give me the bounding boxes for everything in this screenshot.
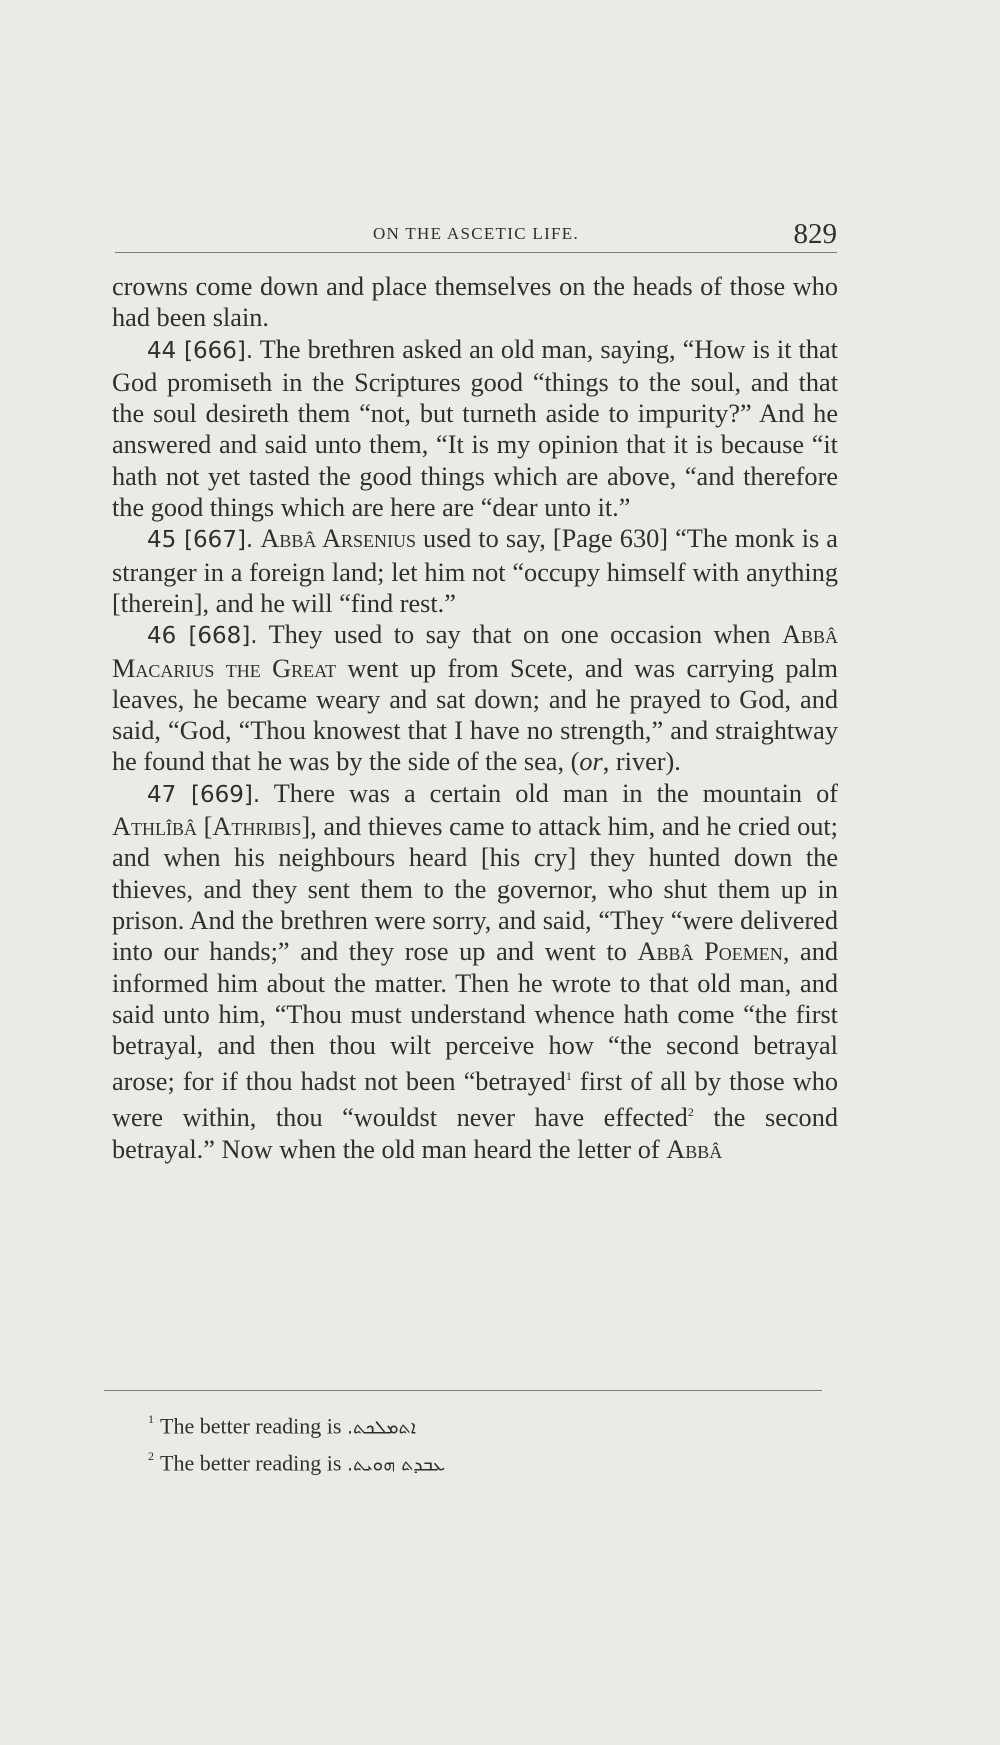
person-name: Abbâ Macarius the Great — [112, 620, 838, 683]
syriac-word: ܐܬܡܠܟܬ. — [346, 1416, 417, 1439]
paragraph-44 — [112, 334, 838, 524]
footnote-mark: 2 — [148, 1449, 154, 1464]
body-text — [112, 271, 838, 1165]
footnote-2 — [148, 1443, 708, 1480]
footnote-1 — [148, 1406, 708, 1443]
saying-number: 46 [668]. — [147, 623, 258, 650]
paragraph-text: , and thieves came to attack him, and he cried out; and when his neighbours heard [his cry] they hunted down the thieves, and they sent them to the governor, who shut them up in prison. And the brethren were sorry, and said, “They “were delivered into our hands;” and they rose up and went to — [112, 812, 838, 967]
footnote-text: The better reading is — [160, 1450, 347, 1476]
saying-number: 44 [666]. — [147, 337, 254, 364]
paragraph-text: They used to say that on one occasion when — [257, 620, 782, 650]
footnote-ref-1[interactable]: 1 — [565, 1069, 572, 1084]
footnote-mark: 1 — [148, 1412, 154, 1426]
syriac-word: ܥܒܕܬ ܗܘܝܬ. — [346, 1453, 446, 1476]
page-header — [115, 218, 837, 253]
paragraph-text: , and informed him about the matter. Then he wrote to that old man, and said unto him, “Thou must understand whence hath come “the first betrayal, and then thou wilt perceive how “the second betrayal arose; for if thou hadst not been “betrayed — [112, 937, 838, 1097]
person-name: Abbâ Poemen — [637, 937, 783, 967]
running-title: ON THE ASCETIC LIFE. — [372, 224, 580, 243]
paragraph-text: first of all by those who were within, thou “wouldst never have effected — [112, 1067, 838, 1133]
saying-number: 47 [669]. — [147, 781, 261, 808]
footnote-divider — [104, 1390, 822, 1391]
paragraph-continuation: crowns come down and place themselves on the heads of those who had been slain. — [112, 272, 838, 333]
page-number: 829 — [793, 218, 837, 250]
paragraph-47 — [112, 778, 838, 1165]
paragraph-text: used to say, [Page 630] “The monk is a stranger in a foreign land; let him not “occupy himself with anything [therein], and he will “find rest.” — [112, 524, 838, 618]
paragraph-text: There was a certain old man in the mountain of — [260, 778, 838, 808]
person-name: Abbâ — [666, 1134, 723, 1164]
paragraph-text: went up from Scete, and was carrying palm leaves, he became weary and sat down; and he prayed to God, and said, “God, “Thou knowest that I have no strength,” and straightway he found that he was by the side of the sea, ( — [112, 653, 838, 777]
footnotes — [148, 1406, 708, 1481]
paragraph-45 — [112, 523, 838, 619]
paragraph-46 — [112, 619, 838, 777]
person-name: Abbâ Arsenius — [260, 524, 416, 554]
footnote-text: The better reading is — [160, 1413, 347, 1439]
italic-or: or — [579, 747, 603, 777]
saying-number: 45 [667]. — [147, 527, 254, 554]
place-name: Athlîbâ [Athribis] — [112, 812, 311, 842]
paragraph-text: the second betrayal.” Now when the old man heard the letter of — [112, 1103, 838, 1164]
footnote-ref-2[interactable]: 2 — [687, 1105, 694, 1120]
paragraph-text: , river). — [602, 747, 681, 777]
paragraph-text: The brethren asked an old man, saying, “How is it that God promiseth in the Scriptures good “things to the soul, and that the soul desireth them “not, but turneth aside to impurity?” And he answered and said unto them, “It is my opinion that it is because “it hath not yet tasted the good things which are above, “and therefore the good things which are here are “dear unto it.” — [112, 334, 838, 523]
